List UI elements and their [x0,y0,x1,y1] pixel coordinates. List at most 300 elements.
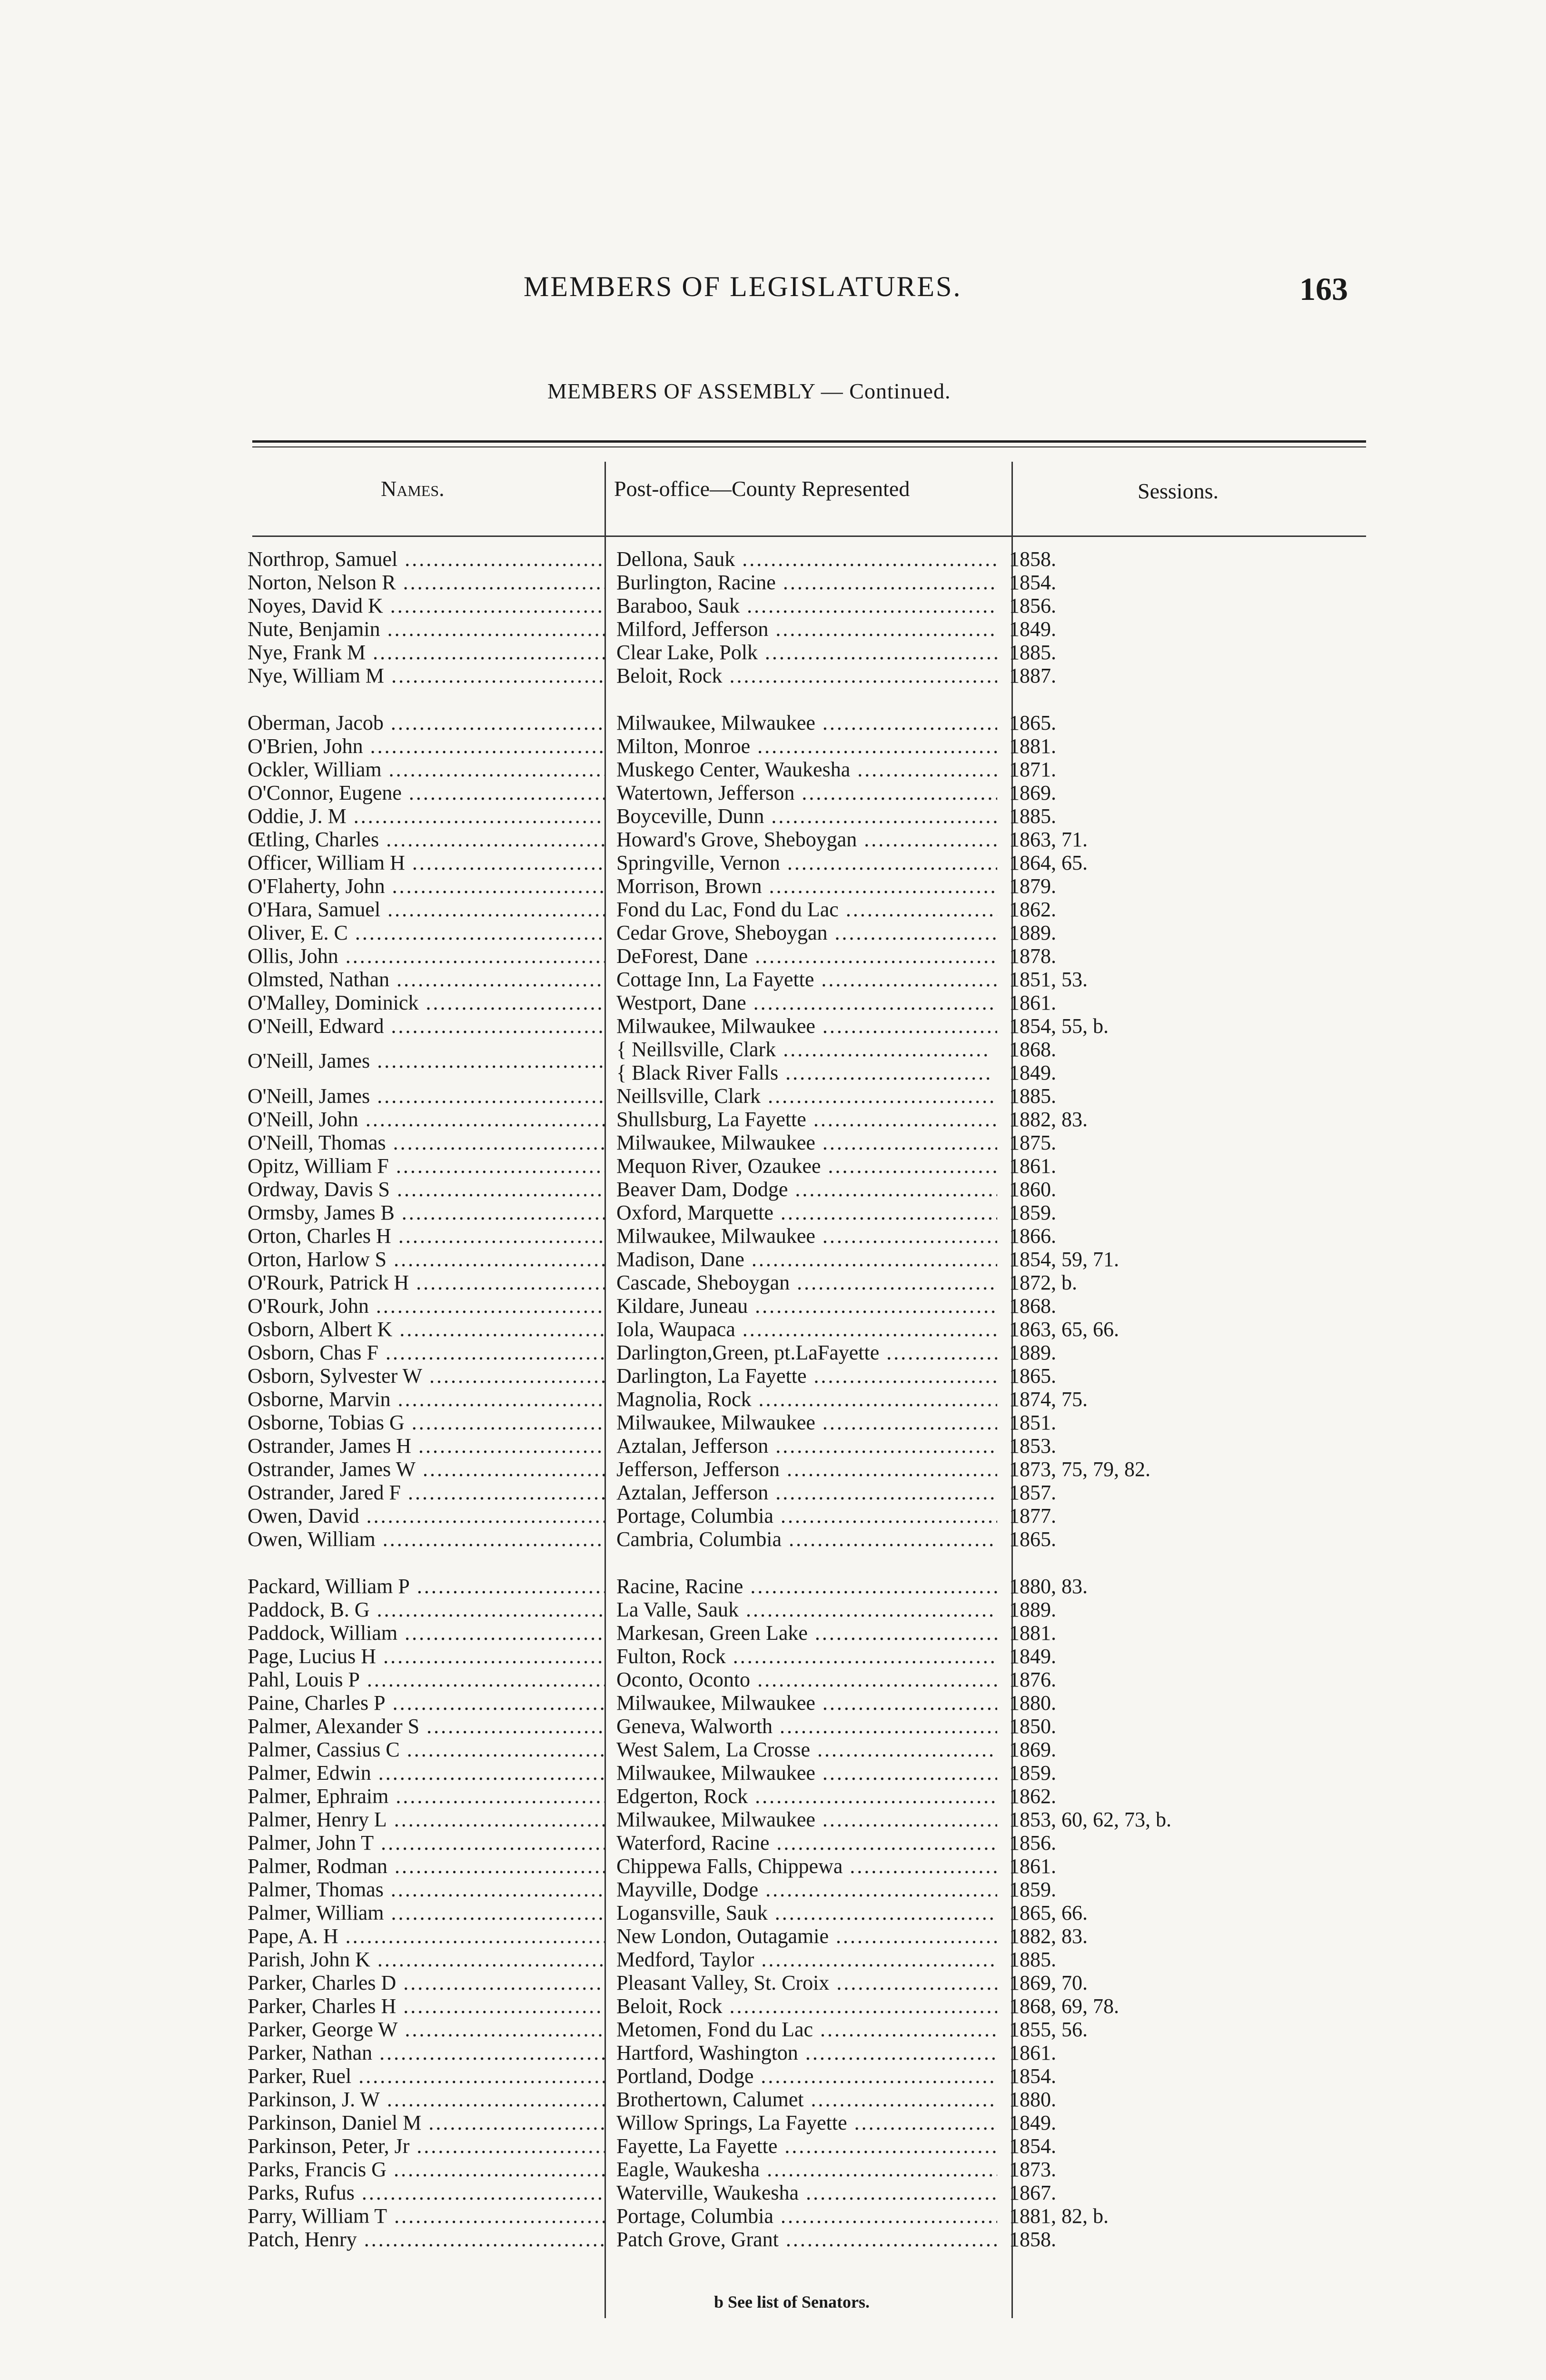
sessions [1009,758,1247,781]
session-line: 1865. [1009,1364,1056,1388]
member-name: O'Neill, James ..... [248,1049,605,1072]
sessions [1009,2064,1247,2088]
member-name: Oliver, E. C ..... [248,921,605,944]
sessions [1009,1481,1247,1504]
post-office-line: Milwaukee, Milwaukee ..... [616,1014,997,1038]
session-line: 1865. [1009,711,1056,734]
sessions [1009,1294,1247,1318]
post-office-county [616,734,997,758]
session-line: 1859. [1009,1878,1056,1901]
post-office-line: Milford, Jefferson ..... [616,617,997,641]
post-office-line: Cascade, Sheboygan ..... [616,1271,997,1294]
table-row [233,664,1352,687]
table-row [233,1785,1352,1808]
table-row [233,1341,1352,1364]
member-name: Palmer, William ..... [248,1901,605,1924]
table-row [233,1318,1352,1341]
session-line: 1863, 71. [1009,828,1088,851]
sessions [1009,1854,1247,1878]
member-name: Oddie, J. M ..... [248,804,605,828]
session-line: 1863, 65, 66. [1009,1318,1119,1341]
table-row [233,851,1352,874]
sessions [1009,944,1247,968]
post-office-line: Fayette, La Fayette ..... [616,2134,997,2158]
session-line: 1866. [1009,1224,1056,1248]
member-name: Palmer, Ephraim ..... [248,1785,605,1808]
member-name: O'Neill, Thomas ..... [248,1131,605,1154]
sessions [1009,1084,1247,1108]
member-name: Officer, William H ..... [248,851,605,874]
sessions [1009,1575,1247,1598]
post-office-line: Waterford, Racine ..... [616,1831,997,1854]
sessions [1009,1761,1247,1785]
table-row [233,1014,1352,1038]
member-name: Osborne, Marvin ..... [248,1388,605,1411]
post-office-county [616,1761,997,1785]
post-office-line: Milwaukee, Milwaukee ..... [616,1761,997,1785]
table-row [233,617,1352,641]
post-office-line: Milwaukee, Milwaukee ..... [616,1411,997,1434]
sessions [1009,1668,1247,1691]
sessions [1009,2134,1247,2158]
post-office-line: Cedar Grove, Sheboygan ..... [616,921,997,944]
table-row [233,781,1352,804]
post-office-line: Chippewa Falls, Chippewa ..... [616,1854,997,1878]
sessions [1009,2204,1247,2228]
post-office-line: Madison, Dane ..... [616,1248,997,1271]
post-office-line: Metomen, Fond du Lac ..... [616,2018,997,2041]
post-office-line: Shullsburg, La Fayette ..... [616,1108,997,1131]
session-line: 1875. [1009,1131,1056,1154]
table-row [233,2064,1352,2088]
post-office-county [616,2064,997,2088]
post-office-county [616,1668,997,1691]
sessions [1009,1971,1247,1994]
column-header-sessions: Sessions. [1138,479,1219,503]
sessions [1009,991,1247,1014]
member-name: Parker, George W ..... [248,2018,605,2041]
post-office-line: Waterville, Waukesha ..... [616,2181,997,2204]
session-line: 1869. [1009,781,1056,804]
table-row [233,1131,1352,1154]
session-line: 1855, 56. [1009,2018,1088,2041]
sessions [1009,1994,1247,2018]
post-office-county [616,1785,997,1808]
table-row [233,1411,1352,1434]
sessions [1009,1458,1247,1481]
sessions [1009,1434,1247,1458]
member-name: Ostrander, James W ..... [248,1458,605,1481]
post-office-county [616,1598,997,1621]
post-office-county [616,1504,997,1527]
session-line: 1854. [1009,571,1056,594]
session-line: 1868. [1009,1038,1056,1061]
table-row [233,2041,1352,2064]
session-line: 1885. [1009,641,1056,664]
member-name: Parker, Ruel ..... [248,2064,605,2088]
post-office-line: Kildare, Juneau ..... [616,1294,997,1318]
post-office-county [616,1924,997,1948]
table-row [233,968,1352,991]
member-name: Palmer, John T ..... [248,1831,605,1854]
section-subtitle: MEMBERS OF ASSEMBLY — Continued. [547,379,951,403]
post-office-line: Pleasant Valley, St. Croix ..... [616,1971,997,1994]
sessions [1009,1154,1247,1178]
post-office-line: Milwaukee, Milwaukee ..... [616,1224,997,1248]
table-row [233,758,1352,781]
sessions [1009,1901,1247,1924]
post-office-line: Brothertown, Calumet ..... [616,2088,997,2111]
table-row [233,944,1352,968]
member-name: Nye, William M ..... [248,664,605,687]
member-name: Patch, Henry ..... [248,2228,605,2251]
post-office-county [616,1878,997,1901]
post-office-county [616,1971,997,1994]
session-line: 1856. [1009,1831,1056,1854]
post-office-county [616,547,997,571]
post-office-county [616,1108,997,1131]
sessions [1009,2041,1247,2064]
post-office-county [616,1294,997,1318]
member-name: Parkinson, Peter, Jr ..... [248,2134,605,2158]
member-name: Parry, William T ..... [248,2204,605,2228]
sessions [1009,664,1247,687]
session-line: 1869. [1009,1738,1056,1761]
table-row [233,1831,1352,1854]
post-office-line: West Salem, La Crosse ..... [616,1738,997,1761]
session-line: 1849. [1009,1645,1056,1668]
table-row [233,1924,1352,1948]
post-office-line: Watertown, Jefferson ..... [616,781,997,804]
table-row [233,1248,1352,1271]
session-line: 1874, 75. [1009,1388,1088,1411]
table-row [233,2158,1352,2181]
session-line: 1881. [1009,734,1056,758]
member-name: Palmer, Edwin ..... [248,1761,605,1785]
table-row [233,1691,1352,1715]
member-name: Owen, William ..... [248,1527,605,1551]
sessions [1009,641,1247,664]
member-name: Parker, Nathan ..... [248,2041,605,2064]
header-divider [252,536,1366,537]
post-office-county [616,758,997,781]
session-line: 1868, 69, 78. [1009,1994,1119,2018]
table-row [233,1527,1352,1551]
table-row [233,1645,1352,1668]
post-office-line: Morrison, Brown ..... [616,874,997,898]
table-row [233,571,1352,594]
footnote: b See list of Senators. [714,2292,870,2311]
member-name: Parker, Charles H ..... [248,1994,605,2018]
session-line: 1851, 53. [1009,968,1088,991]
member-name: O'Brien, John ..... [248,734,605,758]
session-line: 1876. [1009,1668,1056,1691]
post-office-county [616,1458,997,1481]
post-office-county [616,1271,997,1294]
member-name: Parkinson, Daniel M ..... [248,2111,605,2134]
session-line: 1856. [1009,594,1056,617]
session-line: 1853, 60, 62, 73, b. [1009,1808,1171,1831]
post-office-line: Springville, Vernon ..... [616,851,997,874]
table-row [233,1434,1352,1458]
session-line: 1885. [1009,1084,1056,1108]
table-row [233,2134,1352,2158]
sessions [1009,617,1247,641]
post-office-line: Clear Lake, Polk ..... [616,641,997,664]
member-name: Ostrander, James H ..... [248,1434,605,1458]
sessions [1009,1271,1247,1294]
post-office-county [616,617,997,641]
page-number: 163 [1299,271,1348,307]
table-row [233,1178,1352,1201]
post-office-county [616,594,997,617]
session-line: 1857. [1009,1481,1056,1504]
post-office-line: Westport, Dane ..... [616,991,997,1014]
post-office-county [616,781,997,804]
post-office-line: Jefferson, Jefferson ..... [616,1458,997,1481]
session-line: 1878. [1009,944,1056,968]
table-row [233,1948,1352,1971]
sessions [1009,1645,1247,1668]
post-office-line: Magnolia, Rock ..... [616,1388,997,1411]
table-row [233,1458,1352,1481]
table-row [233,1598,1352,1621]
post-office-county [616,1854,997,1878]
table-row [233,547,1352,571]
member-name: Parish, John K ..... [248,1948,605,1971]
session-line: 1854. [1009,2134,1056,2158]
post-office-line: { Neillsville, Clark ..... [616,1038,997,1061]
sessions [1009,1598,1247,1621]
member-name: Osborne, Tobias G ..... [248,1411,605,1434]
session-line: 1880, 83. [1009,1575,1088,1598]
post-office-county [616,2204,997,2228]
member-name: Ockler, William ..... [248,758,605,781]
session-line: 1850. [1009,1715,1056,1738]
member-name: Pape, A. H ..... [248,1924,605,1948]
sessions [1009,1224,1247,1248]
member-name: Owen, David ..... [248,1504,605,1527]
member-name: Orton, Harlow S ..... [248,1248,605,1271]
sessions [1009,1924,1247,1948]
session-line: 1882, 83. [1009,1108,1088,1131]
post-office-line: Geneva, Walworth ..... [616,1715,997,1738]
table-row [233,828,1352,851]
member-name: Page, Lucius H ..... [248,1645,605,1668]
session-line: 1877. [1009,1504,1056,1527]
post-office-line: Milwaukee, Milwaukee ..... [616,1691,997,1715]
session-line: 1865. [1009,1527,1056,1551]
post-office-county [616,664,997,687]
post-office-line: Muskego Center, Waukesha ..... [616,758,997,781]
table-row [233,1201,1352,1224]
post-office-county [616,1948,997,1971]
sessions [1009,594,1247,617]
session-line: 1889. [1009,921,1056,944]
post-office-county [616,1715,997,1738]
member-name: Parks, Rufus ..... [248,2181,605,2204]
post-office-line: Portland, Dodge ..... [616,2064,997,2088]
sessions [1009,2111,1247,2134]
sessions [1009,2018,1247,2041]
post-office-county [616,1411,997,1434]
post-office-line: Boyceville, Dunn ..... [616,804,997,828]
post-office-line: Milwaukee, Milwaukee ..... [616,711,997,734]
post-office-line: Eagle, Waukesha ..... [616,2158,997,2181]
table-row [233,1504,1352,1527]
post-office-county [616,1318,997,1341]
member-name: Palmer, Rodman ..... [248,1854,605,1878]
post-office-county [616,1481,997,1504]
table-row [233,2111,1352,2134]
post-office-county [616,2041,997,2064]
session-line: 1861. [1009,991,1056,1014]
post-office-line: Hartford, Washington ..... [616,2041,997,2064]
column-header-names: Names. [381,476,445,501]
sessions [1009,1341,1247,1364]
post-office-county [616,2018,997,2041]
table-row [233,2204,1352,2228]
sessions [1009,2158,1247,2181]
post-office-line: Darlington, La Fayette ..... [616,1364,997,1388]
table-row [233,991,1352,1014]
sessions [1009,1504,1247,1527]
session-line: 1858. [1009,547,1056,571]
table-row [233,1854,1352,1878]
post-office-line: Baraboo, Sauk ..... [616,594,997,617]
sessions [1009,921,1247,944]
post-office-county [616,1575,997,1598]
table-row [233,2181,1352,2204]
sessions [1009,1318,1247,1341]
session-line: 1859. [1009,1201,1056,1224]
sessions [1009,1248,1247,1271]
table-row [233,1994,1352,2018]
post-office-county [616,1364,997,1388]
post-office-county [616,1808,997,1831]
member-name: O'Neill, James ..... [248,1084,605,1108]
table-row [233,1481,1352,1504]
member-name: Nute, Benjamin ..... [248,617,605,641]
post-office-county [616,898,997,921]
post-office-county [616,1014,997,1038]
table-row [233,1271,1352,1294]
session-line: 1854. [1009,2064,1056,2088]
session-line: 1861. [1009,1154,1056,1178]
session-line: 1854, 59, 71. [1009,1248,1119,1271]
sessions [1009,781,1247,804]
table-row [233,2088,1352,2111]
member-name: O'Hara, Samuel ..... [248,898,605,921]
post-office-line: DeForest, Dane ..... [616,944,997,968]
table-row [233,1224,1352,1248]
sessions [1009,1038,1247,1084]
sessions [1009,2228,1247,2251]
table-row [233,1294,1352,1318]
table-row [233,711,1352,734]
member-name: Nye, Frank M ..... [248,641,605,664]
sessions [1009,804,1247,828]
post-office-county [616,2134,997,2158]
sessions [1009,1178,1247,1201]
post-office-line: Beaver Dam, Dodge ..... [616,1178,997,1201]
sessions [1009,851,1247,874]
member-name: Parker, Charles D ..... [248,1971,605,1994]
top-rule-thin [252,446,1366,447]
session-line: 1865, 66. [1009,1901,1088,1924]
table-row [233,1154,1352,1178]
post-office-county [616,1084,997,1108]
post-office-line: La Valle, Sauk ..... [616,1598,997,1621]
sessions [1009,547,1247,571]
session-line: 1861. [1009,1854,1056,1878]
member-name: Ollis, John ..... [248,944,605,968]
session-line: 1849. [1009,617,1056,641]
table-row [233,734,1352,758]
sessions [1009,1691,1247,1715]
session-line: 1859. [1009,1761,1056,1785]
member-name: O'Flaherty, John ..... [248,874,605,898]
table-row [233,804,1352,828]
post-office-county [616,1388,997,1411]
post-office-line: Aztalan, Jefferson ..... [616,1434,997,1458]
session-line: 1882, 83. [1009,1924,1088,1948]
post-office-line: Edgerton, Rock ..... [616,1785,997,1808]
session-line: 1880. [1009,2088,1056,2111]
sessions [1009,2088,1247,2111]
table-row [233,1388,1352,1411]
member-name: Palmer, Henry L ..... [248,1808,605,1831]
member-name: Osborn, Chas F ..... [248,1341,605,1364]
post-office-line: Medford, Taylor ..... [616,1948,997,1971]
sessions [1009,1014,1247,1038]
post-office-county [616,2158,997,2181]
post-office-county [616,1038,997,1084]
post-office-line: Darlington,Green, pt.LaFayette ..... [616,1341,997,1364]
member-name: O'Connor, Eugene ..... [248,781,605,804]
session-line: 1849. [1009,1061,1056,1084]
table-row [233,1761,1352,1785]
sessions [1009,1201,1247,1224]
post-office-county [616,1154,997,1178]
member-name: O'Rourk, John ..... [248,1294,605,1318]
table-row [233,594,1352,617]
post-office-county [616,2228,997,2251]
table-row [233,2018,1352,2041]
post-office-line: Iola, Waupaca ..... [616,1318,997,1341]
member-name: Ordway, Davis S ..... [248,1178,605,1201]
session-line: 1885. [1009,1948,1056,1971]
post-office-line: Portage, Columbia ..... [616,1504,997,1527]
session-line: 1862. [1009,1785,1056,1808]
sessions [1009,1108,1247,1131]
post-office-county [616,711,997,734]
table-row [233,2228,1352,2251]
post-office-line: Markesan, Green Lake ..... [616,1621,997,1645]
post-office-line: Milwaukee, Milwaukee ..... [616,1131,997,1154]
table-row [233,1668,1352,1691]
post-office-county [616,804,997,828]
session-line: 1851. [1009,1411,1056,1434]
sessions [1009,571,1247,594]
table-row [233,874,1352,898]
post-office-county [616,1691,997,1715]
member-name: Osborn, Sylvester W ..... [248,1364,605,1388]
member-name: Northrop, Samuel ..... [248,547,605,571]
post-office-line: Beloit, Rock ..... [616,1994,997,2018]
session-line: 1868. [1009,1294,1056,1318]
sessions [1009,1411,1247,1434]
